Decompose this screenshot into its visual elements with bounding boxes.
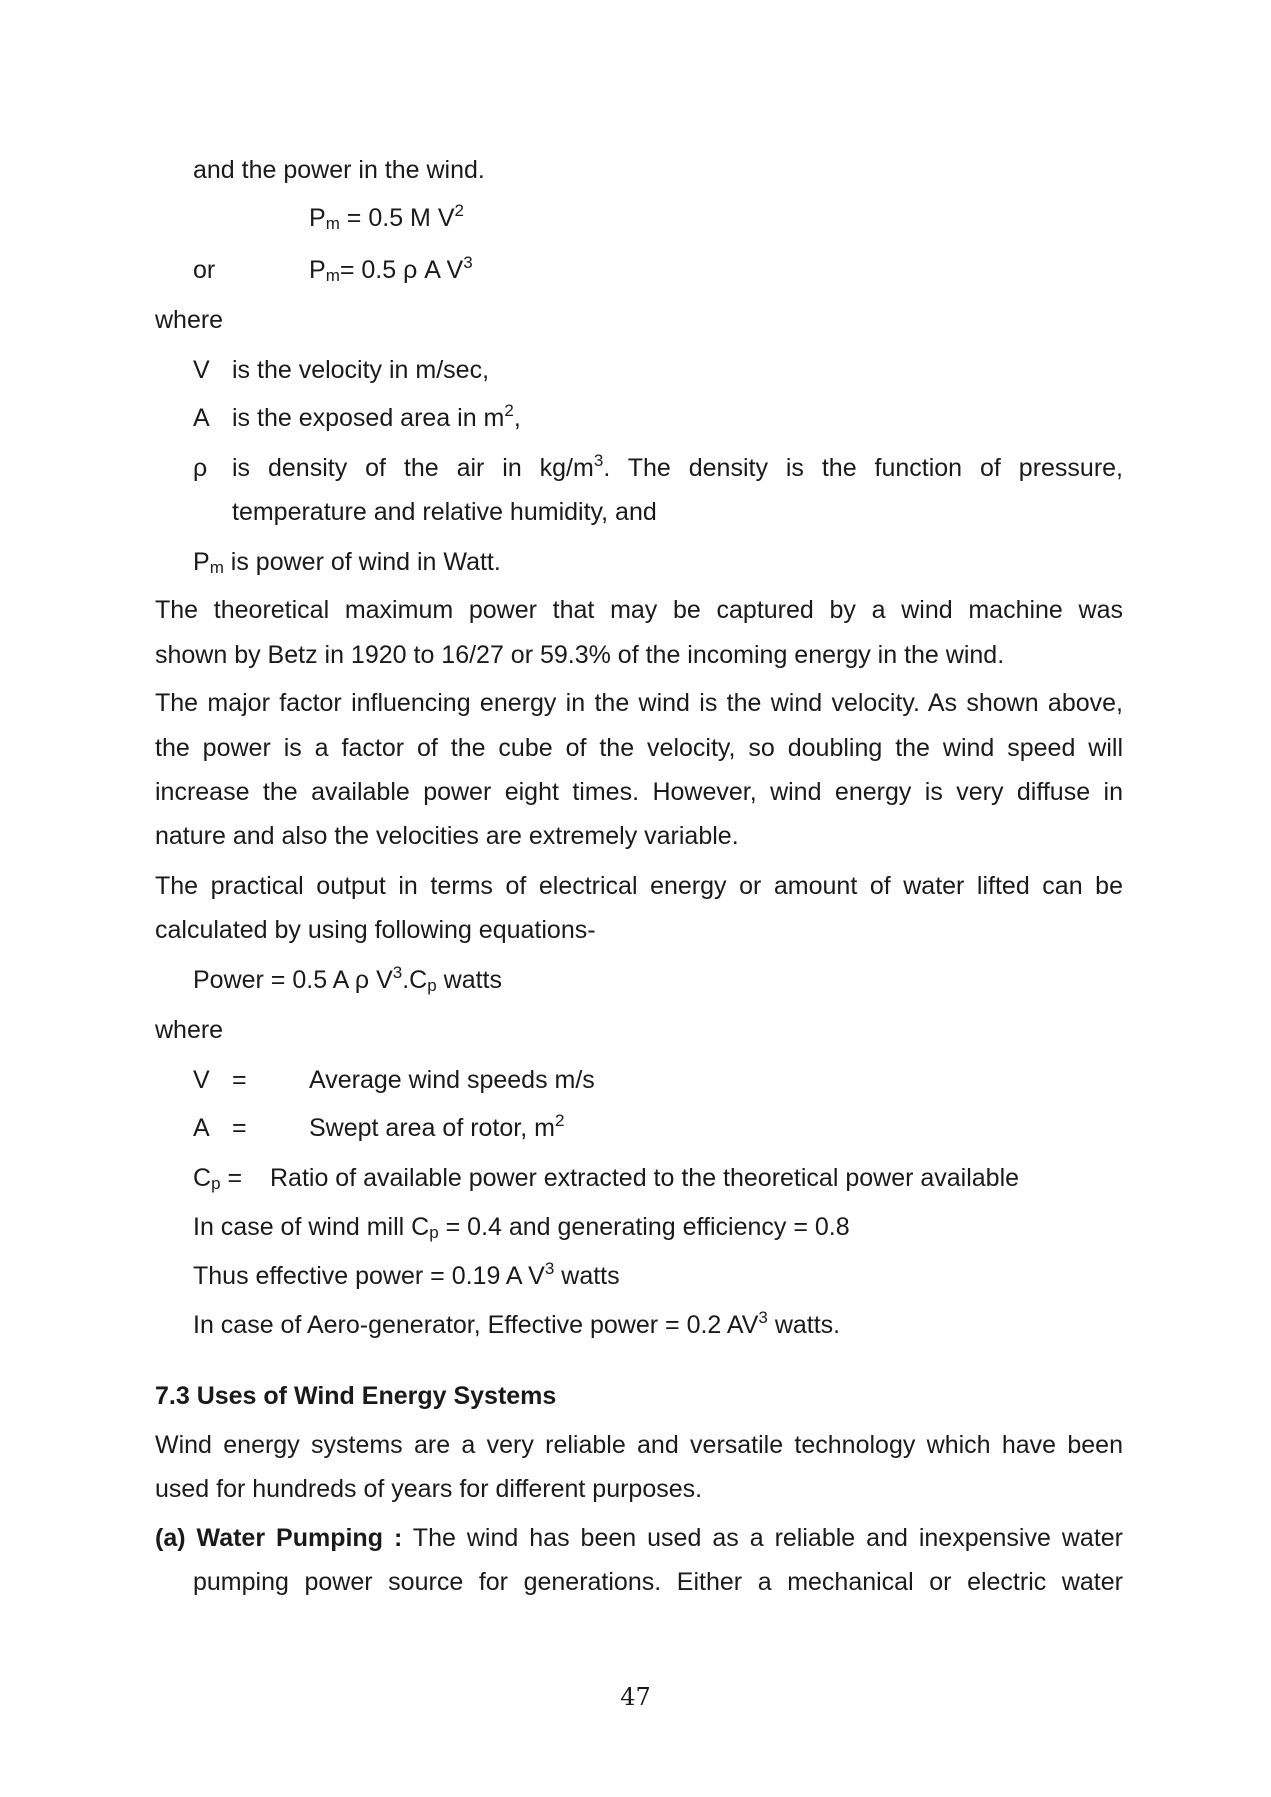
where-label-2: where [155,1016,224,1044]
para-betz-line-2: shown by Betz in 1920 to 16/27 or 59.3% of the incoming energy in the wind. [155,641,1005,669]
def2-cp-symbol [193,1166,242,1191]
eq1-rhs: = 0.5 M V [339,204,455,232]
def-v-symbol: V [193,356,210,384]
def-a-main: is the exposed area in m [232,404,505,432]
para-practical-line-1: The practical output in terms of electrical energy or amount of water lifted can be [155,872,1123,900]
def-a-text [232,401,521,432]
para-velocity-line-3: increase the available power eight times. However, wind energy is very diffuse in [155,778,1123,806]
def-pm-symbol: P [193,548,210,576]
def2-v-text: Average wind speeds m/s [309,1066,595,1094]
def2-a-equals: = [232,1114,247,1142]
item-a-label: (a) Water Pumping : [155,1524,403,1552]
effective-main: Thus effective power = 0.19 A V [193,1262,545,1290]
def-pm [193,550,501,575]
def2-a-main: Swept area of rotor, m [309,1114,555,1142]
def2-cp-subscript: p [211,1174,221,1193]
effective-unit: watts [554,1262,620,1290]
eq-power-subscript: p [427,976,437,995]
where-label: where [155,306,224,334]
def-pm-subscript: m [209,558,224,577]
effective-power-line [193,1259,620,1290]
para-velocity-line-4: nature and also the velocities are extremely variable. [155,822,739,850]
item-a-line-2: pumping power source for generations. Either a mechanical or electric water [193,1568,1123,1596]
para-uses-line-1: Wind energy systems are a very reliable and versatile technology which have been [155,1431,1123,1459]
def-rho-line-2: temperature and relative humidity, and [232,498,657,526]
para-betz-line-1: The theoretical maximum power that may be captured by a wind machine was [155,596,1123,624]
def2-cp-text: Ratio of available power extracted to the theoretical power available [270,1164,1020,1192]
para-velocity-line-1: The major factor influencing energy in the wind is the wind velocity. As shown above, [155,689,1123,717]
eq1-lhs: P [309,204,326,232]
page-number: 47 [620,1683,651,1711]
para-uses-line-2: used for hundreds of years for different purposes. [155,1475,703,1503]
eq-power-cp: .C [402,966,428,994]
def-v-text: is the velocity in m/sec, [232,356,490,384]
eq1-exponent: 2 [454,201,464,220]
aero-main: In case of Aero-generator, Effective power = 0.2 AV [193,1311,759,1339]
intro-line: and the power in the wind. [193,156,485,184]
equation-density [309,253,473,285]
def2-v-symbol: V [193,1066,210,1094]
def-a-exponent: 2 [504,401,514,420]
def2-a-symbol: A [193,1114,210,1142]
windmill-tail: = 0.4 and generating efficiency = 0.8 [438,1213,850,1241]
windmill-subscript: p [429,1223,439,1242]
def2-cp-c: C [193,1164,212,1192]
def-a-tail: , [513,404,521,432]
def-a-symbol: A [193,404,210,432]
eq2-exponent: 3 [463,253,473,272]
aero-exponent: 3 [758,1308,768,1327]
effective-exponent: 3 [544,1259,555,1278]
eq1-lhs-subscript: m [325,214,340,233]
def-rho-main: is density of the air in kg/m [232,454,594,482]
def-pm-text: is power of wind in Watt. [223,548,501,576]
eq2-lhs-subscript: m [325,266,340,285]
windmill-line [193,1215,850,1240]
def-rho-line-1 [232,451,1123,482]
eq-power-main: Power = 0.5 A ρ V [193,966,393,994]
def2-a-text [309,1111,565,1142]
para-practical-line-2: calculated by using following equations- [155,916,596,944]
item-a-line-1 [155,1526,1123,1551]
def-rho-exponent: 3 [593,451,604,470]
windmill-main: In case of wind mill C [193,1213,430,1241]
aero-unit: watts. [767,1311,841,1339]
item-a-text: The wind has been used as a reliable and inexpensive water [402,1524,1123,1552]
para-velocity-line-2: the power is a factor of the cube of the velocity, so doubling the wind speed will [155,734,1123,762]
or-label: or [193,256,216,284]
eq2-rhs: = 0.5 ρ A V [339,256,464,284]
aero-generator-line [193,1308,841,1339]
eq-power-exponent: 3 [392,963,403,982]
def2-v-equals: = [232,1066,247,1094]
def-rho-symbol: ρ [193,454,208,482]
def2-a-exponent: 2 [554,1111,565,1130]
equation-momentum [309,201,464,233]
def2-cp-equals: = [220,1164,243,1192]
section-heading: 7.3 Uses of Wind Energy Systems [155,1382,557,1410]
equation-power [193,963,502,995]
eq-power-unit: watts [436,966,502,994]
def-rho-cont: . The density is the function of pressure, [603,454,1123,482]
eq2-lhs: P [309,256,326,284]
